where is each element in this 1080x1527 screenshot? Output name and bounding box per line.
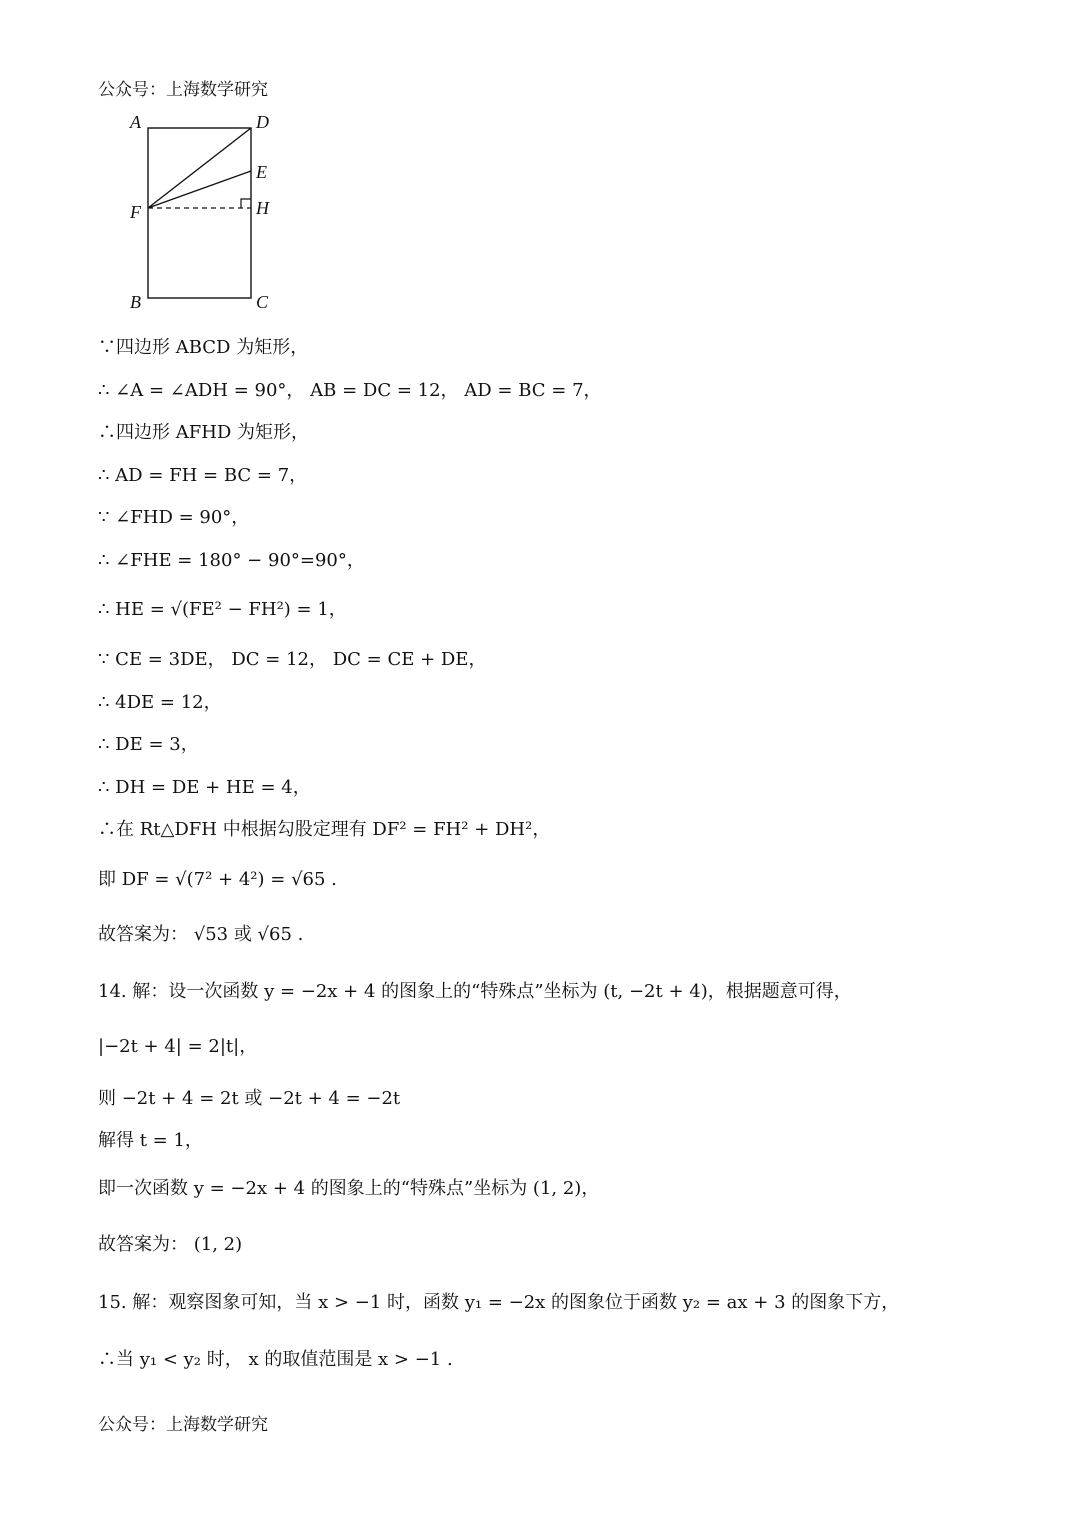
right-angle-mark xyxy=(241,199,251,208)
solution-line: |−2t + 4| = 2|t|， xyxy=(98,1036,258,1057)
page-header: 公众号：上海数学研究 xyxy=(98,80,268,100)
solution-line: ∴当 y₁ < y₂ 时， x 的取值范围是 x > −1 . xyxy=(98,1349,453,1370)
solution-line: ∴ AD = FH = BC = 7， xyxy=(98,465,308,486)
geometry-figure xyxy=(118,108,298,320)
label-h: H xyxy=(256,198,269,218)
label-e: E xyxy=(256,162,267,182)
page-footer: 公众号：上海数学研究 xyxy=(98,1415,268,1435)
solution-line: 则 −2t + 4 = 2t 或 −2t + 4 = −2t xyxy=(98,1088,401,1109)
solution-line: ∴ DH = DE + HE = 4， xyxy=(98,777,311,798)
problem-15-line: 15. 解：观察图象可知，当 x > −1 时，函数 y₁ = −2x 的图象位于函数 y₂ = ax + 3 的图象下方， xyxy=(98,1292,900,1313)
solution-line: ∴ ∠FHE = 180° − 90°=90°， xyxy=(98,550,365,571)
rectangle-abcd xyxy=(148,128,251,298)
rectangle-diagram xyxy=(118,108,298,320)
label-f: F xyxy=(130,202,141,222)
problem-14-line: 14. 解：设一次函数 y = −2x + 4 的图象上的“特殊点”坐标为 (t, −2t + 4)，根据题意可得， xyxy=(98,981,852,1002)
label-c: C xyxy=(256,292,269,312)
label-a: A xyxy=(130,112,141,132)
solution-line: 即 DF = √(7² + 4²) = √65 . xyxy=(98,869,337,890)
solution-line: ∴四边形 AFHD 为矩形， xyxy=(98,422,310,443)
solution-line: ∴在 Rt△DFH 中根据勾股定理有 DF² = FH² + DH²， xyxy=(98,819,551,840)
solution-line: 解得 t = 1， xyxy=(98,1130,203,1151)
label-b: B xyxy=(130,292,141,312)
solution-line: ∵四边形 ABCD 为矩形， xyxy=(98,337,309,358)
label-d: D xyxy=(256,112,269,132)
solution-line: ∴ HE = √(FE² − FH²) = 1， xyxy=(98,599,347,620)
segment-fd xyxy=(148,128,251,208)
solution-line: ∴ ∠A = ∠ADH = 90°， AB = DC = 12， AD = BC = 7， xyxy=(98,380,602,401)
solution-line: ∵ ∠FHD = 90°， xyxy=(98,507,250,528)
answer-line: 故答案为： √53 或 √65 . xyxy=(98,924,304,945)
segment-fe xyxy=(148,171,251,208)
solution-line: ∴ DE = 3， xyxy=(98,734,199,755)
solution-line: 即一次函数 y = −2x + 4 的图象上的“特殊点”坐标为 (1, 2)， xyxy=(98,1178,600,1199)
solution-line: ∵ CE = 3DE， DC = 12， DC = CE + DE， xyxy=(98,649,487,670)
answer-line: 故答案为： (1, 2) xyxy=(98,1234,243,1255)
solution-line: ∴ 4DE = 12， xyxy=(98,692,222,713)
